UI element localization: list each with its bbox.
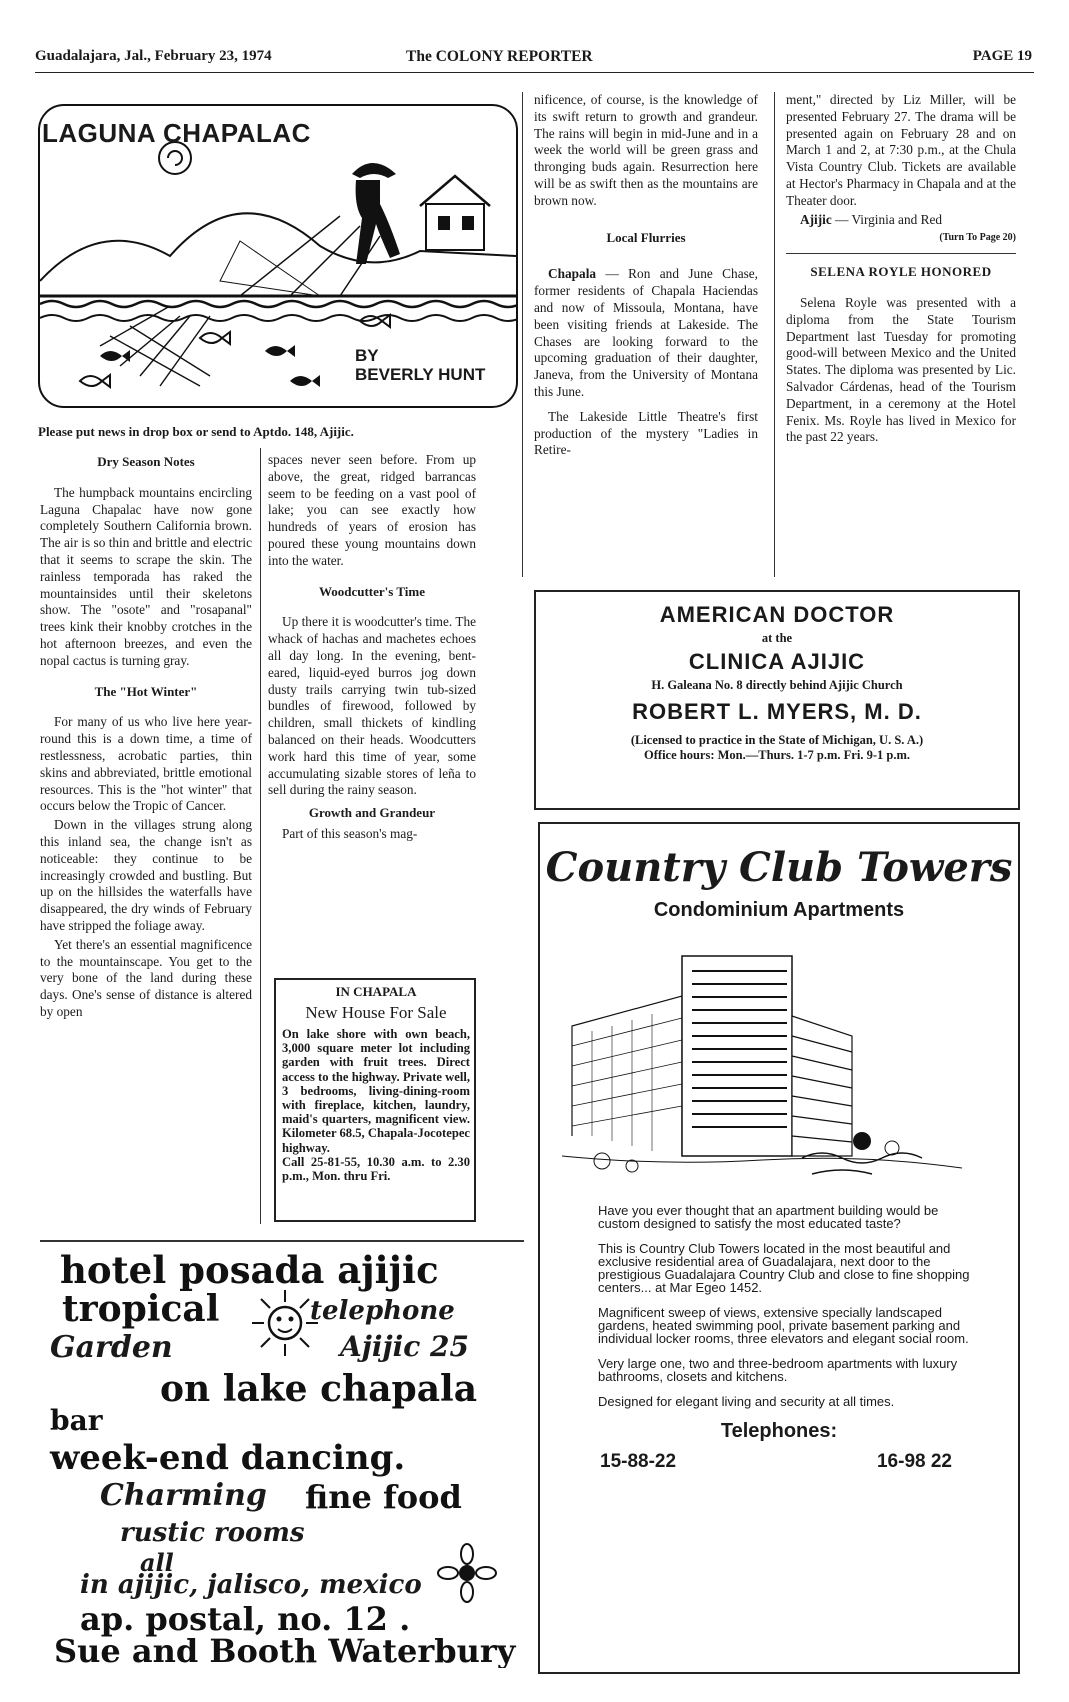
heading-selena-royle: SELENA ROYLE HONORED xyxy=(810,264,992,280)
doctor-name: ROBERT L. MYERS, M. D. xyxy=(632,699,922,724)
fish-icon xyxy=(290,375,320,387)
column-2 xyxy=(268,452,476,845)
column-1 xyxy=(40,448,252,1023)
heading-woodcutters-time: Woodcutter's Time xyxy=(318,583,426,599)
paper-name: The COLONY REPORTER xyxy=(406,48,593,65)
section-rule xyxy=(40,1240,524,1242)
hotel-dancing: week-end dancing. xyxy=(50,1438,406,1478)
dateline: Guadalajara, Jal., February 23, 1974 xyxy=(35,48,272,64)
turn-to-page: (Turn To Page 20) xyxy=(939,232,1016,244)
american-doctor-ad xyxy=(534,590,1020,810)
hotel-telephone-label: telephone xyxy=(310,1296,455,1326)
hotel-rustic-rooms: rustic rooms xyxy=(120,1518,305,1548)
paragraph: — Ron and June Chase, former residents of Chapala Haciendas and now of Missoula, Montana, have been visiting friends at Lakeside. The Chases are looking forward to the upcoming graduation of their daughter, Janeva, from the University of Montana this June. xyxy=(534,266,758,399)
paragraph: The humpback mountains encircling Laguna Chapalac have now gone completely Southern California brown. The air is so thin and brittle and electric that it seems to scrape the skin. The rainless temporada has raked the mountainsides until their skeletons show. The "osote" and "rosapanal" trees kink their knobby crotches in the hot afternoon breezes, and even the nopal cactus is turning gray. xyxy=(40,484,252,668)
clinic-address: H. Galeana No. 8 directly behind Ajijic Church xyxy=(651,678,903,692)
hotel-posada-ajijic-ad xyxy=(40,1248,520,1668)
paragraph: Selena Royle was presented with a diploma from the State Tourism Department last Tuesday for promoting good-will between Mexico and the United States. The diploma was presented by Lic. Salvador Cárdenas, head of the Tourism Department, in a ceremony at the Hotel Fenix. Ms. Royle has lived in Mexico for the past 22 years. xyxy=(786,294,1016,445)
paragraph: Down in the villages strung along this inland sea, the change isn't as noticeable: they continue to be increasingly crowded and bustling. But up on the hillsides the waterfalls have disappeared, the dry winds of February have stripped the foliage away. xyxy=(40,817,252,933)
sun-face-icon xyxy=(250,1288,320,1358)
page-header xyxy=(35,46,1034,73)
paragraph: spaces never seen before. From up above, the great, ridged barrancas seem to be feeding on a vast pool of lake; you can see exactly how hundreds of years of erosion has poured these young mountains down into the water. xyxy=(268,452,476,568)
hotel-location: on lake chapala xyxy=(160,1368,478,1410)
telephone-2: 16-98 22 xyxy=(876,1451,952,1472)
towers-paragraph: Magnificent sweep of views, extensive specially landscaped gardens, heated swimming pool, private basement parking and individual locker rooms, three elevators and elegant social room. xyxy=(598,1305,969,1346)
column-masthead xyxy=(38,104,518,408)
dateline-chapala: Chapala xyxy=(548,266,597,282)
hotel-charming: Charming xyxy=(100,1478,267,1513)
hotel-garden: Garden xyxy=(50,1330,173,1365)
ad-kicker: IN CHAPALA xyxy=(335,984,417,999)
paragraph: — Virginia and Red xyxy=(831,211,942,227)
hotel-owners: Sue and Booth Waterbury xyxy=(54,1632,516,1668)
paragraph: nificence, of course, is the knowledge of its swift return to growth and grandeur. The rains will begin in mid-June and in a week the world will be green grass and thronging buds again. Resurrection here will be as swift then as the mountains are brown now. xyxy=(534,92,758,208)
towers-paragraph: Designed for elegant living and security at all times. xyxy=(598,1394,895,1409)
towers-paragraph: Have you ever thought that an apartment building would be custom designed to satisfy the most educated taste? xyxy=(598,1203,939,1231)
doctor-ad-line1: AMERICAN DOCTOR xyxy=(659,602,895,627)
dateline-ajijic: Ajijic xyxy=(800,211,832,227)
tower-building-illustration xyxy=(562,936,962,1186)
hotel-all: all xyxy=(140,1548,174,1577)
towers-subtitle: Condominium Apartments xyxy=(653,899,905,921)
paragraph: Part of this season's mag- xyxy=(282,825,418,841)
hotel-name: hotel posada ajijic xyxy=(60,1248,439,1292)
fisherman-figure xyxy=(352,163,400,264)
masthead-by: BY xyxy=(355,346,379,365)
fish-icon xyxy=(265,345,295,357)
hotel-address: in ajijic, jalisco, mexico xyxy=(80,1570,422,1600)
telephones-label: Telephones: xyxy=(720,1420,838,1442)
hotel-bar: bar xyxy=(50,1404,103,1437)
paragraph: The Lakeside Little Theatre's first production of the mystery "Ladies in Retire- xyxy=(534,408,758,458)
fish-icon xyxy=(200,332,230,344)
heading-hot-winter: The "Hot Winter" xyxy=(94,683,198,699)
ad-body: On lake shore with own beach, 3,000 square meter lot including garden with fruit trees. Direct access to the highway. Private well, 3 bedrooms, living-dining-room with fireplace, kitchen, laundry, maid's quarters, magnificent view. Kilometer 68.5, Chapala-Jocotepec highway. xyxy=(282,1027,470,1155)
hotel-postal: ap. postal, no. 12 . xyxy=(80,1600,411,1638)
news-request: Please put news in drop box or send to Aptdo. 148, Ajijic. xyxy=(38,424,354,439)
page-number: PAGE 19 xyxy=(972,48,1032,64)
hotel-fine-food: fine food xyxy=(305,1478,462,1516)
column-3 xyxy=(534,92,758,461)
column-rule xyxy=(774,92,775,577)
masthead-author: BEVERLY HUNT xyxy=(355,365,486,384)
paragraph: Up there it is woodcutter's time. The whack of hachas and machetes echoes all day long. In the evening, bent-eared, liquid-eyed burros jog down dusty trails carrying twin tub-sized bundles of firewood, followed by children, small thickets of kindling balanced on their heads. Woodcutters work hard this time of year, some accumulating sizable stores of leña to sell during the rainy season. xyxy=(268,614,476,798)
heading-growth-grandeur: Growth and Grandeur xyxy=(308,805,436,821)
heading-dry-season: Dry Season Notes xyxy=(97,454,195,469)
paragraph: For many of us who live here year-round this is a down time, a time of restlessness, acrobatic parties, thin skins and abbreviated, brittle emotional resources. This is the "hot winter" that occurs below the Tropic of Cancer. xyxy=(40,714,252,814)
flower-ornament-icon xyxy=(432,1538,502,1608)
paragraph: Yet there's an essential magnificence to the mountainscape. You get to the very bone of the land during these days. One's sense of distance is altered by open xyxy=(40,936,252,1019)
towers-paragraph: Very large one, two and three-bedroom apartments with luxury bathrooms, closets and kitchens. xyxy=(598,1356,958,1384)
fish-icon xyxy=(80,375,110,387)
country-club-towers-ad xyxy=(538,822,1020,1674)
house-icon xyxy=(426,204,484,250)
clinic-name: CLINICA AJIJIC xyxy=(688,649,866,674)
column-4 xyxy=(786,92,1016,448)
hotel-phone-number: Ajijic 25 xyxy=(340,1330,470,1363)
heading-local-flurries: Local Flurries xyxy=(606,229,686,245)
ad-headline: New House For Sale xyxy=(305,1003,447,1022)
doctor-license: (Licensed to practice in the State of Michigan, U. S. A.) xyxy=(630,733,924,747)
telephone-1: 15-88-22 xyxy=(600,1451,677,1472)
fish-icon xyxy=(100,350,130,362)
towers-title: Country Club Towers xyxy=(545,844,1013,891)
house-for-sale-ad xyxy=(274,978,476,1222)
hotel-tropical: tropical xyxy=(62,1288,220,1330)
column-rule xyxy=(260,448,261,1224)
towers-paragraph: This is Country Club Towers located in the most beautiful and exclusive residential area of Guadalajara, next door to the prestigious Guadalajara Country Club and close to fine shopping centers... at Mar Egeo 1452. xyxy=(598,1241,970,1295)
masthead-title: LAGUNA CHAPALAC xyxy=(42,118,311,148)
paragraph: ment," directed by Liz Miller, will be presented February 27. The drama will be presented again on February 28 and on March 1 and 2, at 7:30 p.m., at the Chula Vista Country Club. Tickets are available at Hector's Pharmacy in Chapala and at the Theater door. xyxy=(786,92,1016,208)
ad-call: Call 25-81-55, 10.30 a.m. to 2.30 p.m., Mon. thru Fri. xyxy=(282,1154,470,1184)
column-rule xyxy=(522,92,523,577)
doctor-ad-line2: at the xyxy=(761,631,793,645)
office-hours: Office hours: Mon.—Thurs. 1-7 p.m. Fri. 9-1 p.m. xyxy=(644,748,910,762)
